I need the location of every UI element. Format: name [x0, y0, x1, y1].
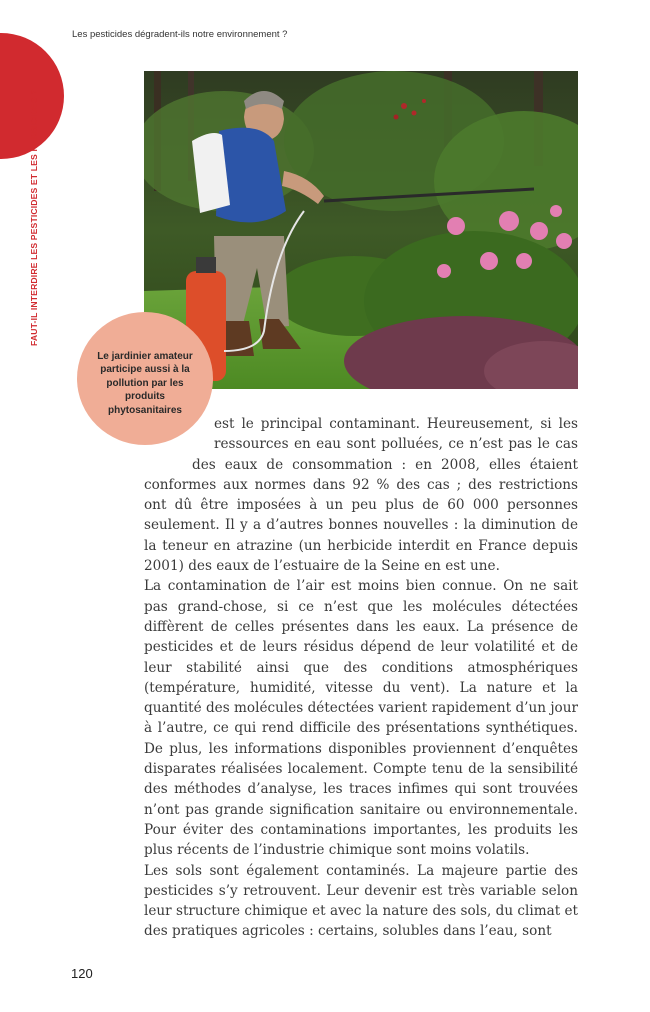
paragraph-soil: Les sols sont également contaminés. La majeure partie des pesticides s’y retrouvent. Leur devenir est très variable selon leur structure chimique et avec la nature des sols, du climat et des pratiques agricoles : certains, solubles dans l’eau, sont — [144, 862, 578, 940]
paragraph-air: La contamination de l’air est moins bien connue. On ne sait pas grand-chose, si ce n’est que les molécules détectées diffèrent de celles présentes dans les eaux. La présence de pesticides et de leurs résidus dépend de leur volatilité et de leur stabilité ainsi que des conditions atmosphériques (température, humidité, vitesse du vent). La nature et la quantité des molécules détectées varient rapidement d’un jour à l’autre, ce qui rend difficile des présentations synthétiques. De plus, les informations disponibles proviennent d’enquêtes disparates réalisées localement. Compte tenu de la sensibilité des méthodes d’analyse, les traces infimes qui sont trouvées n’ont pas grande signification sanitaire ou environnementale. Pour éviter des contaminations importantes, les produits les plus récents de l’industrie chimique sont moins volatils. — [144, 578, 578, 859]
photo-caption: Le jardinier amateur participe aussi à la pollution par les produits phytosanitaires — [97, 350, 193, 416]
chapter-side-title: FAUT-IL INTERDIRE LES PESTICIDES ET LES HERBICIDES ? — [29, 89, 39, 346]
gardener-spraying-photo — [144, 71, 578, 389]
body-text — [144, 414, 578, 942]
running-head: Les pesticides dégradent-ils notre environnement ? — [72, 29, 288, 40]
page-number: 120 — [71, 966, 93, 981]
paragraph-water: est le principal contaminant. Heureusement, si les ressources en eau sont polluées, ce n’est pas le cas des eaux de consommation : en 2008, elles étaient conformes aux normes dans 92 % des cas ; des restrictions ont dû être imposées à un peu plus de 60 000 personnes seulement. Il y a d’autres bonnes nouvelles : la diminution de la teneur en atrazine (un herbicide interdit en France depuis 2001) des eaux de l’estuaire de la Seine en est une. — [144, 416, 578, 575]
